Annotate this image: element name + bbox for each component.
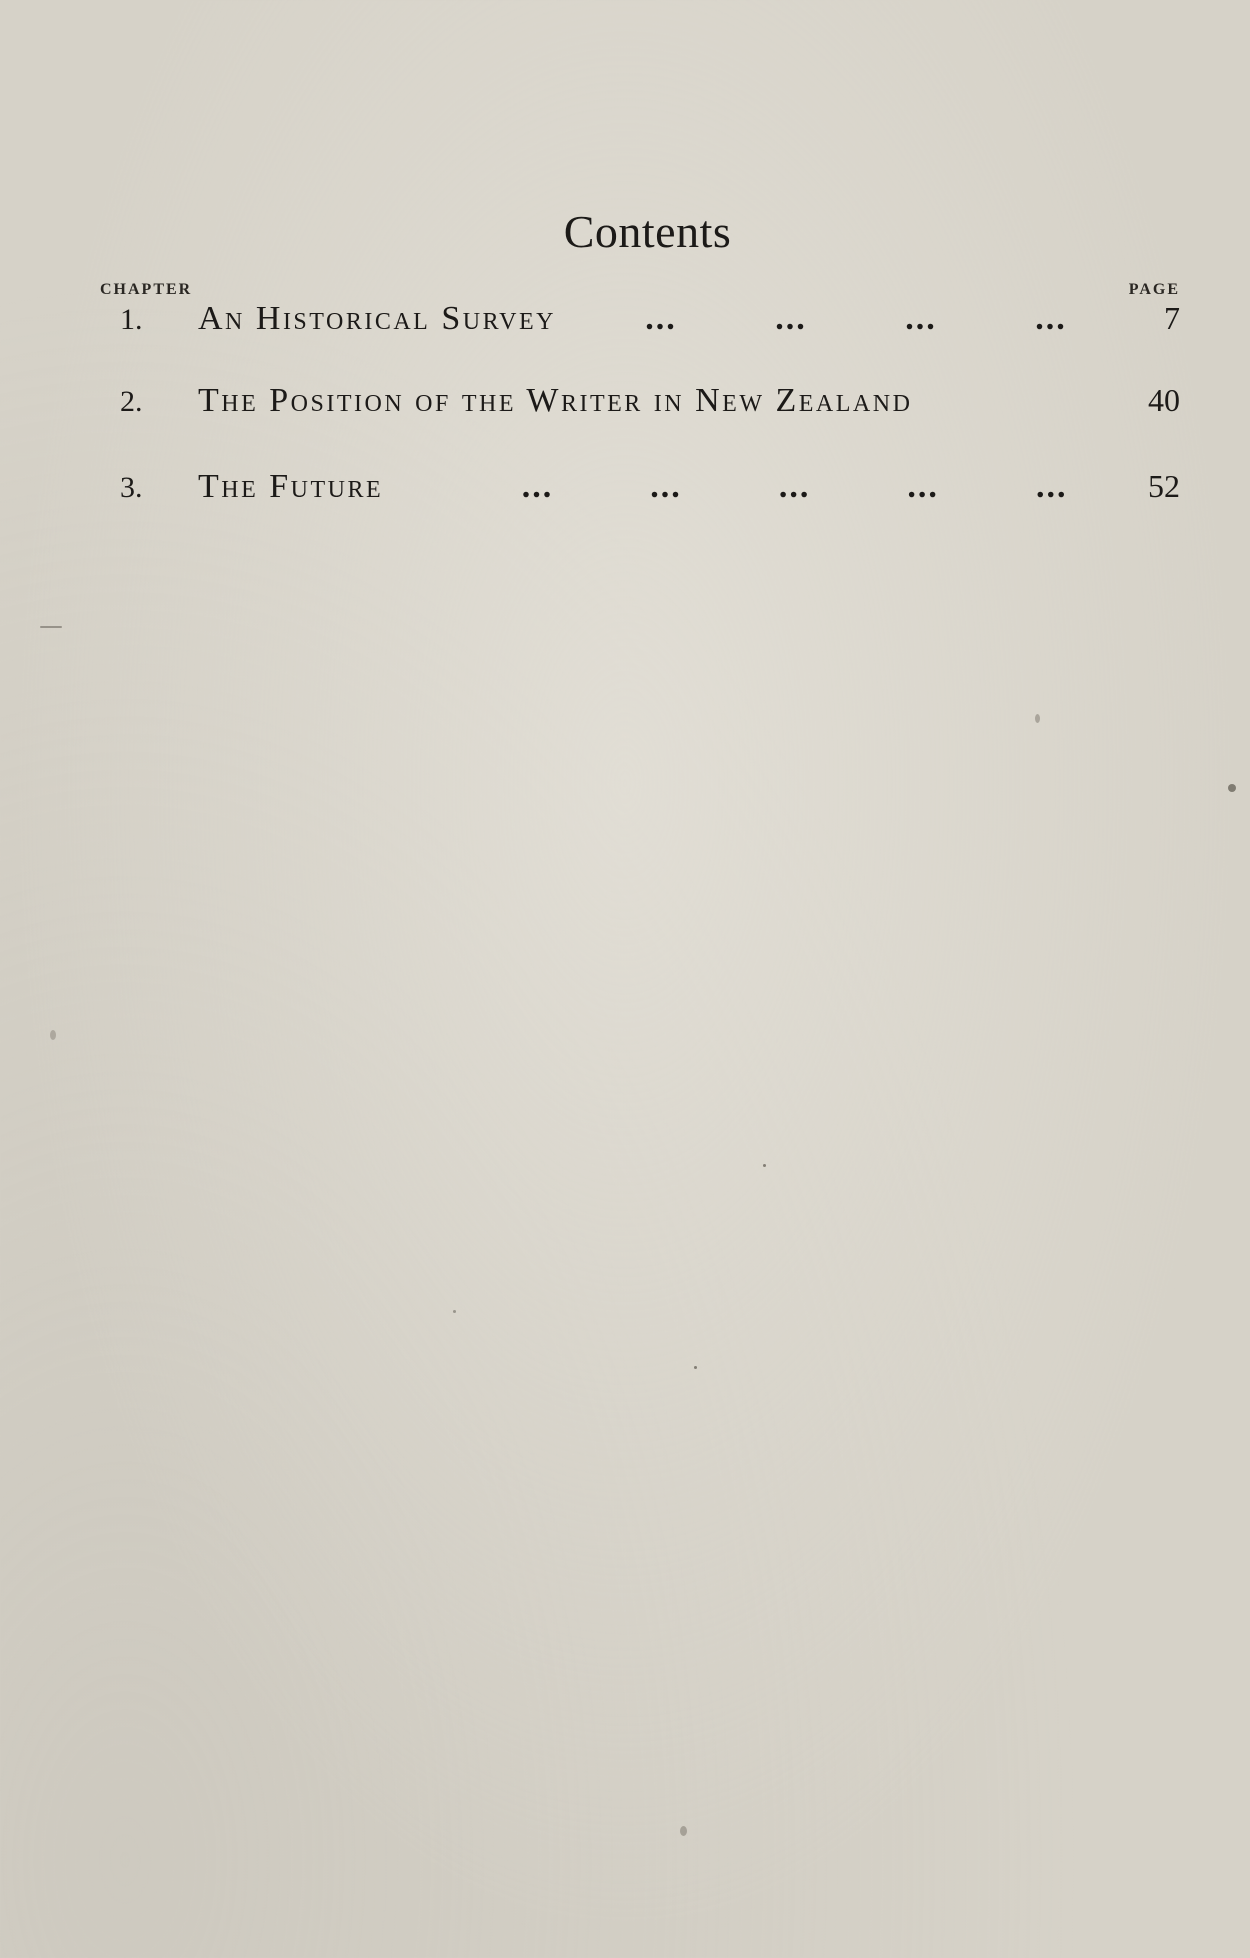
toc-entry [120,468,1180,518]
paper-speck [680,1826,687,1836]
leader-dots: ... [645,300,677,337]
paper-speck [694,1366,697,1369]
dot-leader [383,468,1120,506]
leader-dots: ... [778,468,811,505]
paper-speck [453,1310,456,1313]
paper-speck [1228,784,1236,792]
paper-speck [50,1030,56,1040]
leader-dots: ... [1035,468,1068,505]
toc-entry [120,300,1180,350]
paper-speck [763,1164,766,1167]
page-column-label: PAGE [1128,281,1180,298]
page-number: 7 [1164,300,1180,336]
leader-dots: ... [775,300,807,337]
chapter-number: 3. [120,471,143,504]
page-number: 52 [1148,468,1180,504]
leader-dots: ... [1035,300,1067,337]
chapter-number: 2. [120,385,143,418]
leader-dots: ... [521,468,554,505]
page-number: 40 [1148,382,1180,418]
toc-entry [120,382,1180,432]
dot-leader [556,300,1120,338]
chapter-number: 1. [120,303,143,336]
paper-speck [1035,714,1040,723]
paper-speck [40,626,62,628]
chapter-column-label: CHAPTER [100,281,193,298]
leader-dots: ... [650,468,682,505]
chapter-title: An Historical Survey [198,300,556,337]
leader-dots: ... [907,468,939,505]
chapter-title: The Position of the Writer in New Zealand [198,382,913,419]
chapter-title: The Future [198,468,384,505]
page-title: Contents [563,206,732,257]
leader-dots: ... [905,300,937,337]
